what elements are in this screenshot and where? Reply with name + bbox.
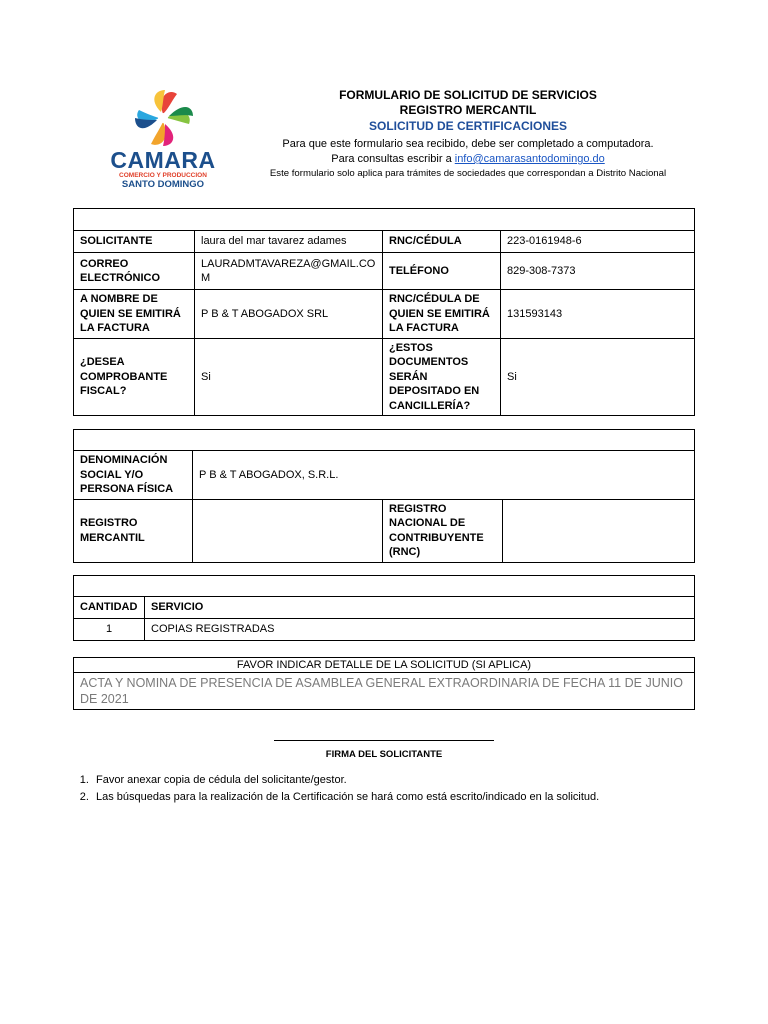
contact-email-link[interactable]: info@camarasantodomingo.do (454, 153, 605, 165)
cancilleria-field[interactable]: Si (501, 338, 695, 416)
servicio-field[interactable]: COPIAS REGISTRADAS (145, 619, 695, 641)
form-subtitle: REGISTRO MERCANTIL (399, 103, 537, 117)
camara-logo (104, 88, 222, 192)
list-item: 2. Las búsquedas para la realización de la Certificación se hará como está escrito/indicado en la solicitud. (92, 789, 732, 806)
company-table (73, 429, 695, 563)
instructions-note: Para que este formulario sea recibido, debe ser completado a computadora. (282, 138, 654, 150)
rnc-label: RNC/CÉDULA (383, 231, 501, 253)
denominacion-label: DENOMINACIÓN SOCIAL Y/O PERSONA FÍSICA (74, 451, 193, 500)
comprobante-field[interactable]: Si (195, 338, 383, 416)
applicant-table (73, 208, 695, 416)
servicio-header: SERVICIO (145, 597, 695, 619)
rnc-factura-field[interactable]: 131593143 (501, 290, 695, 339)
telefono-field[interactable]: 829-308-7373 (501, 253, 695, 290)
rnc-field[interactable]: 223-0161948-6 (501, 231, 695, 253)
list-item: 1. Favor anexar copia de cédula del solicitante/gestor. (92, 772, 732, 789)
correo-field[interactable]: LAURADMTAVAREZA@GMAIL.COM (195, 253, 383, 290)
scope-note: Este formulario solo aplica para trámites de sociedades que correspondan a Distrito Nacional (269, 168, 667, 179)
rnc-contribuyente-field[interactable] (503, 499, 695, 562)
contact-note (240, 152, 696, 167)
contact-prefix: Para consultas escribir a (331, 153, 455, 165)
rnc-factura-label: RNC/CÉDULA DE QUIEN SE EMITIRÁ LA FACTURA (383, 290, 501, 339)
logo-emblem-icon (104, 88, 222, 150)
registro-mercantil-field[interactable] (193, 499, 383, 562)
telefono-label: TELÉFONO (383, 253, 501, 290)
notes-list (72, 772, 732, 806)
services-table (73, 575, 695, 641)
detail-table (73, 657, 695, 710)
rnc-contribuyente-label: REGISTRO NACIONAL DE CONTRIBUYENTE (RNC) (383, 499, 503, 562)
comprobante-label: ¿DESEA COMPROBANTE FISCAL? (74, 338, 195, 416)
factura-field[interactable]: P B & T ABOGADOX SRL (195, 290, 383, 339)
cantidad-field[interactable]: 1 (74, 619, 145, 641)
services-table-header (74, 576, 695, 597)
signature-line (274, 740, 494, 741)
cancilleria-label: ¿ESTOS DOCUMENTOS SERÁN DEPOSITADO EN CANCILLERÍA? (383, 338, 501, 416)
logo-subtitle: COMERCIO Y PRODUCCION (119, 172, 207, 179)
logo-name: CAMARA (110, 147, 216, 173)
form-header (240, 88, 696, 181)
table-row (74, 619, 695, 641)
form-title: FORMULARIO DE SOLICITUD DE SERVICIOS (339, 88, 597, 102)
cantidad-header: CANTIDAD (74, 597, 145, 619)
logo-city: SANTO DOMINGO (121, 179, 205, 190)
correo-label: CORREO ELECTRÓNICO (74, 253, 195, 290)
solicitante-label: SOLICITANTE (74, 231, 195, 253)
factura-label: A NOMBRE DE QUIEN SE EMITIRÁ LA FACTURA (74, 290, 195, 339)
signature-label: FIRMA DEL SOLICITANTE (325, 749, 443, 760)
form-section-title: SOLICITUD DE CERTIFICACIONES (368, 119, 567, 133)
detail-field[interactable]: ACTA Y NOMINA DE PRESENCIA DE ASAMBLEA GENERAL EXTRAORDINARIA DE FECHA 11 DE JUNIO DE 2021 (74, 673, 695, 710)
registro-mercantil-label: REGISTRO MERCANTIL (74, 499, 193, 562)
company-table-header (74, 430, 695, 451)
solicitante-field[interactable]: laura del mar tavarez adames (195, 231, 383, 253)
detail-label: FAVOR INDICAR DETALLE DE LA SOLICITUD (SI APLICA) (74, 658, 695, 673)
applicant-table-header (74, 209, 695, 231)
denominacion-field[interactable]: P B & T ABOGADOX, S.R.L. (193, 451, 695, 500)
